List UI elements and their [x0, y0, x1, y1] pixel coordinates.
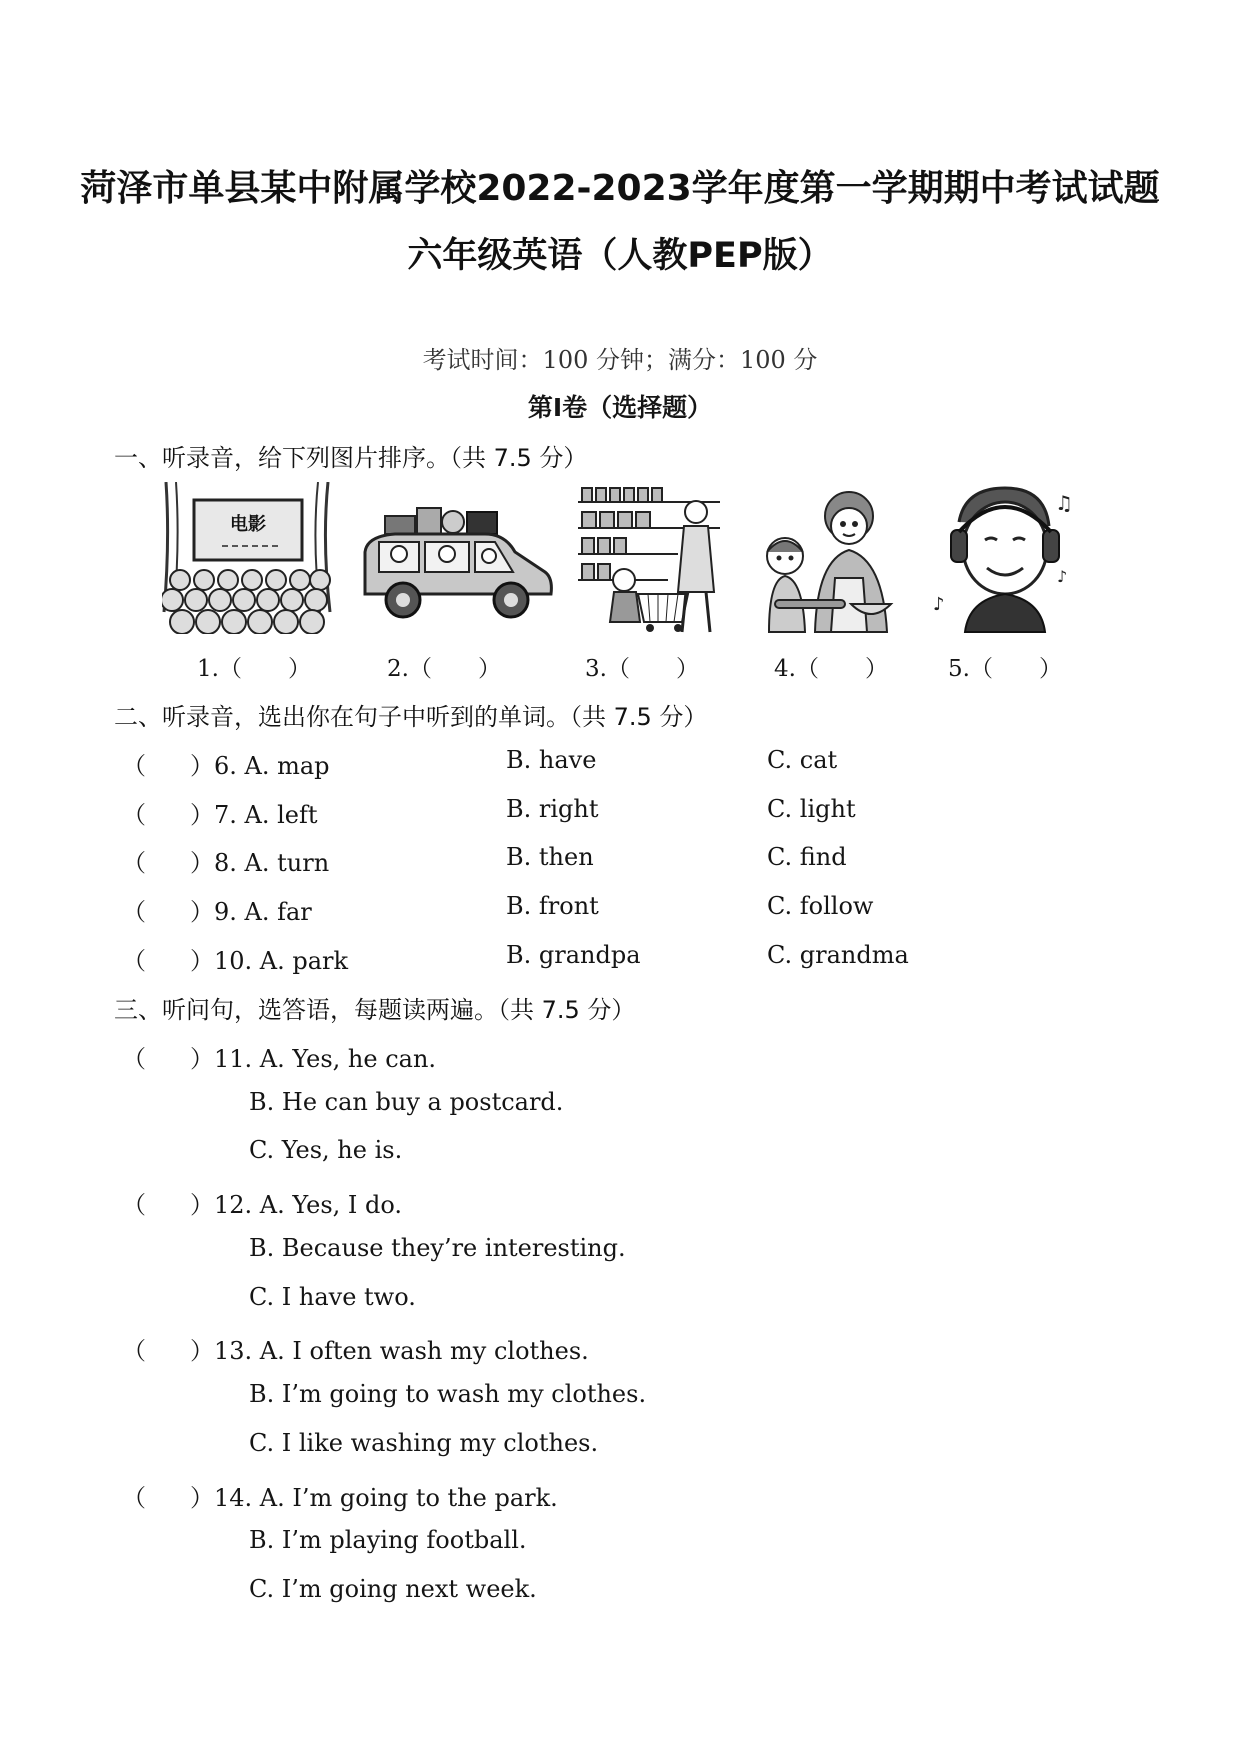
picture-label-3[interactable]: 3.（ ） [585, 656, 699, 682]
question-10-option-b: B. grandpa [506, 941, 641, 969]
question-6-option-b: B. have [506, 746, 597, 774]
question-12-option-c: C. I have two. [249, 1283, 416, 1311]
answer-blank-14[interactable]: （ [122, 1484, 146, 1512]
supermarket-illustration [578, 482, 720, 634]
question-7-option-c: C. light [767, 795, 856, 823]
question-13-option-b: B. I’m going to wash my clothes. [249, 1380, 647, 1408]
question-10-option-a: ）10. A. park [190, 947, 349, 975]
answer-blank-9[interactable]: （ [122, 898, 146, 926]
question-8-option-b: B. then [506, 843, 594, 871]
section1-heading: 一、听录音，给下列图片排序。（共 7.5 分） [114, 444, 588, 472]
car-illustration [355, 482, 555, 634]
exam-info: 考试时间：100 分钟；满分：100 分 [422, 346, 818, 374]
car-trip-picture [355, 482, 555, 634]
question-11-option-a: ）11. A. Yes, he can. [190, 1045, 437, 1073]
question-12-option-a: ）12. A. Yes, I do. [190, 1191, 403, 1219]
section2-heading: 二、听录音，选出你在句子中听到的单词。（共 7.5 分） [114, 703, 708, 731]
answer-blank-8[interactable]: （ [122, 849, 146, 877]
question-6-option-c: C. cat [767, 746, 838, 774]
question-13-option-c: C. I like washing my clothes. [249, 1429, 599, 1457]
question-8-option-a: ）8. A. turn [190, 849, 330, 877]
question-11-option-c: C. Yes, he is. [249, 1136, 403, 1164]
music-note-icon: ♫ [1055, 491, 1073, 515]
section3-heading: 三、听问句，选答语，每题读两遍。（共 7.5 分） [114, 996, 636, 1024]
question-13-option-a: ）13. A. I often wash my clothes. [190, 1337, 589, 1365]
music-note-icon: ♪ [1057, 567, 1068, 586]
cinema-picture [162, 482, 332, 634]
baking-picture [755, 482, 900, 634]
cinema-sign-text: 电影 [230, 514, 266, 535]
question-14-option-a: ）14. A. I’m going to the park. [190, 1484, 558, 1512]
question-9-option-b: B. front [506, 892, 599, 920]
question-9-option-c: C. follow [767, 892, 874, 920]
question-11-option-b: B. He can buy a postcard. [249, 1088, 564, 1116]
answer-blank-11[interactable]: （ [122, 1045, 146, 1073]
part-label: 第Ⅰ卷（选择题） [527, 393, 713, 422]
question-14-option-c: C. I’m going next week. [249, 1575, 537, 1603]
picture-label-1[interactable]: 1.（ ） [197, 656, 311, 682]
supermarket-picture [578, 482, 720, 634]
question-14-option-b: B. I’m playing football. [249, 1526, 527, 1554]
question-12-option-b: B. Because they’re interesting. [249, 1234, 626, 1262]
cinema-illustration [162, 482, 332, 634]
picture-label-4[interactable]: 4.（ ） [774, 656, 888, 682]
picture-label-2[interactable]: 2.（ ） [387, 656, 501, 682]
question-6-option-a: ）6. A. map [190, 752, 330, 780]
answer-blank-7[interactable]: （ [122, 801, 146, 829]
answer-blank-10[interactable]: （ [122, 947, 146, 975]
baking-illustration [755, 482, 900, 634]
music-note-icon: ♪ [933, 594, 945, 615]
answer-blank-12[interactable]: （ [122, 1191, 146, 1219]
question-7-option-a: ）7. A. left [190, 801, 318, 829]
exam-subtitle: 六年级英语（人教PEP版） [407, 236, 833, 276]
question-8-option-c: C. find [767, 843, 847, 871]
music-picture [925, 482, 1075, 634]
music-illustration [925, 482, 1075, 634]
answer-blank-6[interactable]: （ [122, 752, 146, 780]
question-10-option-c: C. grandma [767, 941, 909, 969]
picture-label-5[interactable]: 5.（ ） [948, 656, 1062, 682]
question-9-option-a: ）9. A. far [190, 898, 312, 926]
answer-blank-13[interactable]: （ [122, 1337, 146, 1365]
question-7-option-b: B. right [506, 795, 599, 823]
exam-title: 菏泽市单县某中附属学校2022-2023学年度第一学期期中考试试题 [80, 168, 1160, 209]
